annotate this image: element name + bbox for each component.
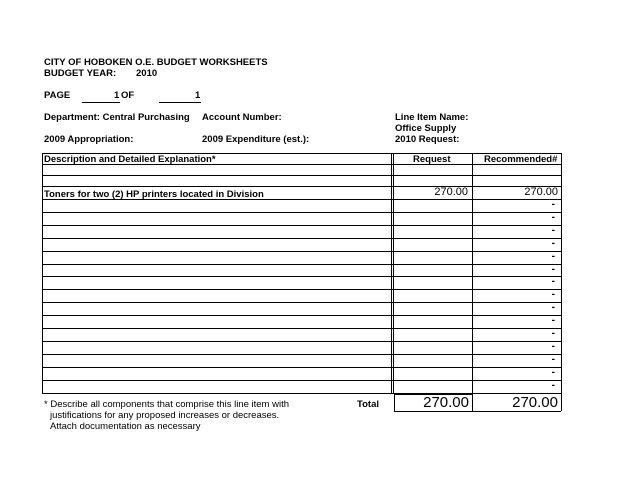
- col-description-header: Description and Detailed Explanation*: [44, 154, 216, 165]
- table-row: [42, 276, 561, 277]
- table-row: [42, 212, 561, 213]
- table-rule: [42, 175, 561, 176]
- request-2010-label: 2010 Request:: [395, 134, 460, 145]
- budget-year-label: BUDGET YEAR:: [44, 68, 117, 79]
- table-row: [42, 354, 561, 355]
- recommended-empty-dash: -: [551, 238, 555, 249]
- page-number: 1: [114, 90, 120, 101]
- recommended-empty-dash: -: [551, 380, 555, 391]
- recommended-empty-dash: -: [551, 276, 555, 287]
- table-row: [42, 380, 561, 381]
- col-recommended-header: Recommended#: [484, 154, 558, 165]
- table-row: [42, 264, 561, 265]
- total-left-border: [394, 394, 395, 411]
- recommended-empty-dash: -: [551, 212, 555, 223]
- table-row: [42, 238, 561, 239]
- recommended-empty-dash: -: [551, 251, 555, 262]
- page-total: 1: [195, 90, 201, 101]
- table-right-border: [561, 153, 562, 411]
- table-row: [42, 328, 561, 329]
- footnote-line-1: * Describe all components that comprise this line item with: [44, 399, 289, 410]
- budget-year-value: 2010: [136, 68, 158, 79]
- item-description: Toners for two (2) HP printers located in Division: [44, 189, 264, 200]
- footnote-line-2: justifications for any proposed increases or decreases.: [50, 410, 280, 421]
- total-bottom-rule: [394, 411, 561, 412]
- table-row: [42, 367, 561, 368]
- item-request-value: 270.00: [434, 186, 468, 198]
- account-number-label: Account Number:: [202, 112, 282, 123]
- recommended-empty-dash: -: [551, 328, 555, 339]
- table-row: [42, 341, 561, 342]
- item-recommended-value: 270.00: [524, 186, 558, 198]
- total-label: Total: [357, 399, 379, 410]
- total-request-value: 270.00: [423, 394, 469, 411]
- line-item-name-value: Office Supply: [395, 123, 457, 134]
- recommended-empty-dash: -: [551, 367, 555, 378]
- of-label: OF: [121, 90, 135, 101]
- table-row: [42, 289, 561, 290]
- col-request-header: Request: [413, 154, 451, 165]
- appropriation-label: 2009 Appropriation:: [44, 134, 134, 145]
- recommended-empty-dash: -: [551, 341, 555, 352]
- recommended-empty-dash: -: [551, 264, 555, 275]
- total-recommended-value: 270.00: [512, 394, 558, 411]
- worksheet-title: CITY OF HOBOKEN O.E. BUDGET WORKSHEETS: [44, 57, 268, 68]
- recommended-empty-dash: -: [551, 354, 555, 365]
- department-label: Department: Central Purchasing: [44, 112, 190, 123]
- line-item-name-label: Line Item Name:: [395, 112, 469, 123]
- table-left-border: [42, 153, 43, 394]
- footnote-line-3: Attach documentation as necessary: [50, 421, 201, 432]
- table-row: [42, 251, 561, 252]
- recommended-empty-dash: -: [551, 289, 555, 300]
- recommended-empty-dash: -: [551, 315, 555, 326]
- recommended-empty-dash: -: [551, 302, 555, 313]
- table-row: [42, 302, 561, 303]
- table-row: [42, 225, 561, 226]
- recommended-empty-dash: -: [551, 225, 555, 236]
- page-label: PAGE: [44, 90, 71, 101]
- description-divider: [391, 153, 392, 394]
- expenditure-label: 2009 Expenditure (est.):: [202, 134, 310, 145]
- table-row: [42, 315, 561, 316]
- recommended-empty-dash: -: [551, 199, 555, 210]
